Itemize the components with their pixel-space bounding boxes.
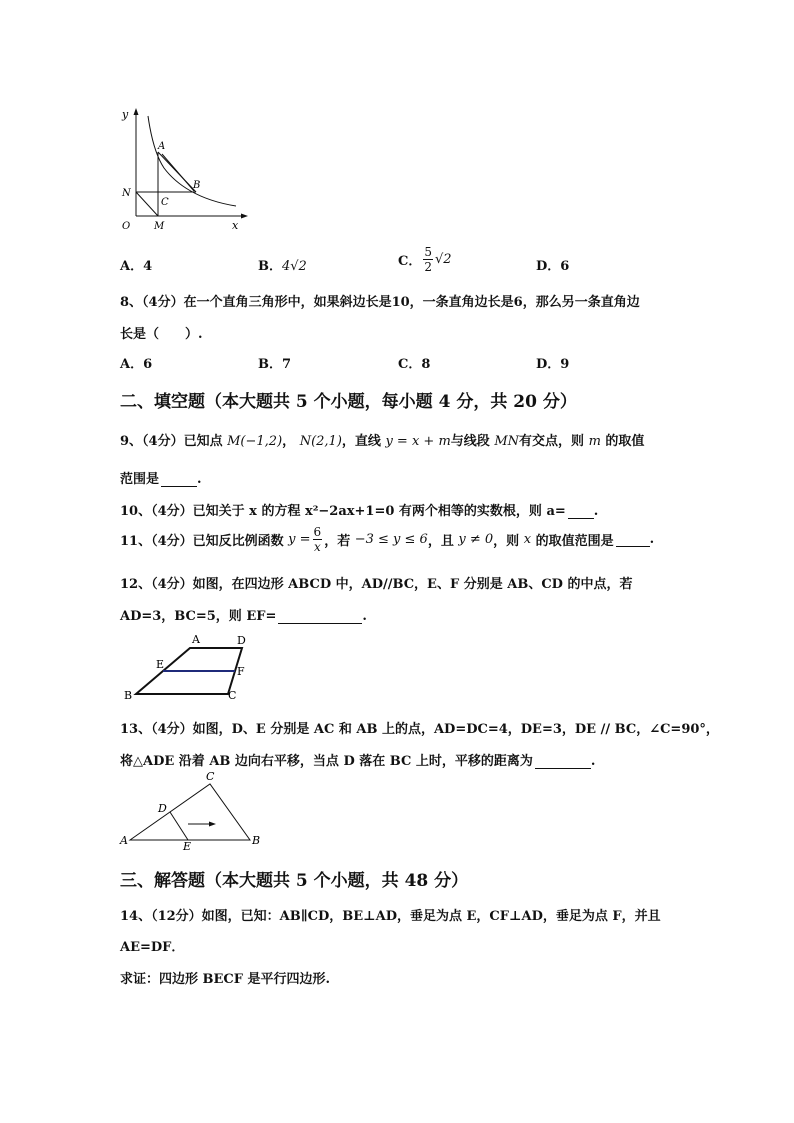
q9-end: . [197, 472, 202, 487]
q11-line [120, 525, 654, 554]
q12-end: . [362, 609, 367, 624]
q9-text-5: 的取值 [605, 434, 645, 449]
q12-text: AD=3，BC=5，则 EF= [120, 609, 277, 624]
q7-option-a: A．4 [120, 259, 153, 274]
q13-text: 将△ADE 沿着 AB 边向右平移，当点 D 落在 BC 上时，平移的距离为 [120, 754, 533, 769]
q7-option-b-value: 4√2 [282, 259, 307, 274]
q9-text-1: 9、（4分）已知点 [120, 434, 223, 449]
q9-line-eq: y = x + m [385, 434, 451, 449]
q7-option-c-denominator: 2 [424, 260, 432, 274]
label-A: A [192, 633, 200, 646]
segment-A-C [162, 154, 194, 191]
label-N: N [122, 188, 131, 199]
q13-line1: 13、（4分）如图，D、E 分别是 AC 和 AB 上的点，AD=DC=4，DE=3，DE // BC，∠C=90°， [120, 722, 719, 737]
q11-text-5: 的取值范围是 [535, 534, 614, 549]
label-D: D [237, 634, 246, 647]
x-axis-arrow [241, 214, 248, 219]
section-3-heading: 三、解答题（本大题共 5 个小题，共 48 分） [120, 871, 469, 891]
q10-text: 10、（4分）已知关于 x 的方程 x²−2ax+1=0 有两个相等的实数根，则 a= [120, 504, 566, 519]
q14-line2: AE=DF． [120, 940, 185, 955]
label-y: y [122, 108, 129, 121]
q9-text-2: ，直线 [341, 434, 381, 449]
q8-option-c: C．8 [398, 357, 431, 372]
q13-line2 [120, 750, 595, 769]
q13-answer-blank[interactable] [535, 754, 591, 769]
q9-answer-blank[interactable] [161, 472, 197, 487]
q8-line1: 8、（4分）在一个直角三角形中，如果斜边长是10，一条直角边长是6，那么另一条直角边 [120, 295, 640, 310]
q8-option-b: B．7 [258, 357, 292, 372]
label-C: C [206, 770, 215, 783]
label-B: B [124, 689, 133, 702]
q9-segment-MN: MN [494, 434, 520, 449]
q9-var-m: m [588, 434, 601, 449]
q10-line [120, 500, 598, 519]
q11-end: . [649, 532, 655, 547]
q9-line2 [120, 468, 202, 487]
q7-option-d: D．6 [536, 259, 570, 274]
q11-condition: −3 ≤ y ≤ 6 [354, 532, 428, 547]
segment-N-M [136, 192, 158, 216]
q14-line3: 求证：四边形 BECF 是平行四边形. [120, 972, 331, 987]
q11-text-3: ，且 [427, 534, 454, 549]
q11-answer-blank[interactable] [616, 532, 650, 547]
q12-line2 [120, 605, 367, 624]
q7-option-c-numerator: 5 [424, 245, 432, 259]
q9-text-4: 有交点，则 [519, 434, 585, 449]
q8-option-a: A．6 [120, 357, 153, 372]
q7-option-b [258, 255, 307, 274]
q11-numerator: 6 [313, 525, 322, 539]
q11-text-2: ，若 [324, 534, 351, 549]
q12-line1: 12、（4分）如图，在四边形 ABCD 中，AD//BC，E、F 分别是 AB、CD 的中点，若 [120, 577, 633, 592]
label-A: A [120, 834, 128, 847]
label-D: D [158, 802, 167, 815]
q9-separator: ， [282, 434, 296, 449]
q11-text-4: ，则 [493, 534, 520, 549]
section-2-heading: 二、填空题（本大题共 5 个小题，每小题 4 分，共 20 分） [120, 392, 577, 412]
q7-option-b-prefix: B． [258, 259, 282, 274]
triangle-ABC [130, 784, 250, 840]
label-B: B [193, 180, 201, 191]
q8-option-d: D．9 [536, 357, 570, 372]
q9-text-3: 与线段 [450, 434, 490, 449]
q9-line1 [120, 430, 644, 449]
label-x: x [232, 219, 239, 232]
translation-arrowhead [209, 822, 216, 827]
q9-text-6: 范围是 [120, 472, 160, 487]
y-axis-arrow [134, 108, 139, 115]
label-B: B [252, 834, 261, 847]
q8-line2: 长是（ ）. [120, 327, 203, 342]
label-O: O [122, 221, 131, 232]
q13-figure [118, 770, 268, 852]
label-E: E [183, 840, 192, 852]
q7-figure [118, 104, 252, 234]
label-A: A [158, 141, 166, 152]
q11-condition-2: y ≠ 0 [458, 532, 494, 547]
q7-option-c-prefix: C． [398, 254, 422, 269]
label-C: C [228, 689, 237, 702]
q13-end: . [590, 754, 596, 769]
q10-answer-blank[interactable] [568, 504, 594, 519]
q10-end: . [593, 504, 599, 519]
q7-option-c-radical: √2 [435, 252, 452, 267]
label-F: F [237, 665, 245, 678]
label-C: C [161, 197, 169, 208]
q7-option-c [398, 245, 452, 274]
q12-figure [118, 630, 258, 704]
q11-y: y = [288, 532, 311, 547]
label-M: M [154, 221, 165, 232]
label-E: E [156, 658, 165, 671]
segment-DE [170, 812, 188, 840]
q9-point-M: M(−1,2) [227, 434, 283, 449]
q9-point-N: N(2,1) [299, 434, 342, 449]
q11-text-1: 11、（4分）已知反比例函数 [120, 534, 284, 549]
q11-denominator: x [313, 540, 321, 554]
q12-answer-blank[interactable] [278, 609, 362, 624]
q14-line1: 14、（12分）如图，已知：AB∥CD，BE⊥AD，垂足为点 E，CF⊥AD，垂足为点 F，并且 [120, 909, 661, 924]
q11-var-x: x [523, 532, 532, 547]
